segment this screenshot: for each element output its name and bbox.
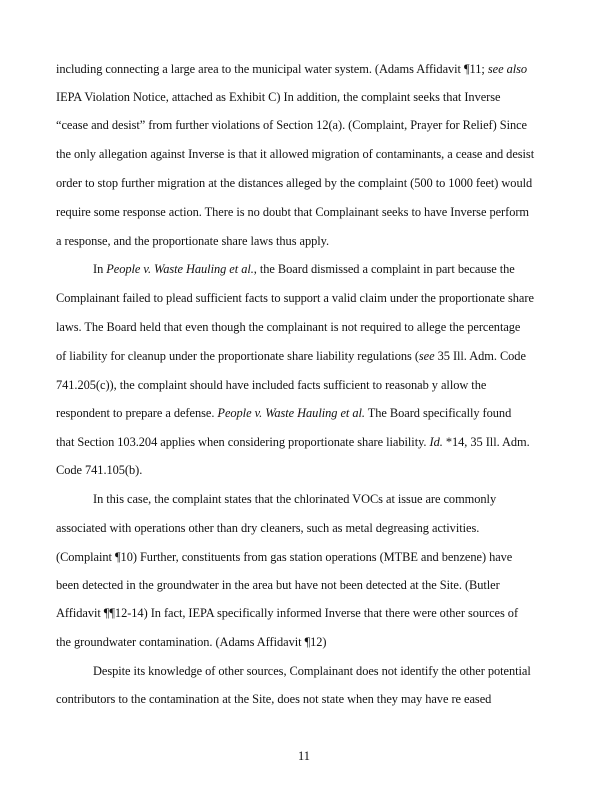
text-line: including connecting a large area to the municipal water system. (Adams Affidavit ¶11; see also [56, 62, 528, 76]
text-line: Despite its knowledge of other sources, Complainant does not identify the other potential [93, 664, 531, 678]
text-line: of liability for cleanup under the proportionate share liability regulations (see 35 Ill. Adm. Code [56, 349, 526, 363]
text-line: Code 741.105(b). [56, 463, 143, 477]
italic-citation: see [418, 349, 435, 363]
italic-citation: see also [487, 62, 528, 76]
text-line: respondent to prepare a defense. People v. Waste Hauling et al. The Board specifically found [56, 406, 512, 420]
text-line: that Section 103.204 applies when considering proportionate share liability. Id. *14, 35 Ill. Adm. [56, 435, 530, 449]
text-line: 741.205(c)), the complaint should have included facts sufficient to reasonab y allow the [56, 378, 487, 392]
text-line: associated with operations other than dry cleaners, such as metal degreasing activities. [56, 521, 480, 535]
text-line: In this case, the complaint states that the chlorinated VOCs at issue are commonly [93, 492, 497, 506]
case-name: People v. Waste Hauling et al. [217, 406, 365, 420]
text-line: laws. The Board held that even though the complainant is not required to allege the percentage [56, 320, 521, 334]
text-line: the only allegation against Inverse is that it allowed migration of contaminants, a cease and desist [56, 147, 535, 161]
text-line: the groundwater contamination. (Adams Affidavit ¶12) [56, 635, 327, 649]
case-name: People v. Waste Hauling et al. [106, 262, 254, 276]
text-line: Affidavit ¶¶12-14) In fact, IEPA specifically informed Inverse that there were other sources of [56, 606, 519, 620]
text-line: Complainant failed to plead sufficient facts to support a valid claim under the proportionate share [56, 291, 534, 305]
text-line: a response, and the proportionate share laws thus apply. [56, 234, 330, 248]
text-line: IEPA Violation Notice, attached as Exhibit C) In addition, the complaint seeks that Inverse [56, 90, 501, 104]
text-line: contributors to the contamination at the Site, does not state when they may have re eased [56, 692, 492, 706]
italic-citation: Id. [429, 435, 443, 449]
text-line: order to stop further migration at the distances alleged by the complaint (500 to 1000 feet) would [56, 176, 533, 190]
text-line: require some response action. There is no doubt that Complainant seeks to have Inverse perform [56, 205, 530, 219]
text-line: “cease and desist” from further violations of Section 12(a). (Complaint, Prayer for Relief) Since [56, 118, 528, 132]
page-number: 11 [298, 749, 310, 763]
text-line: been detected in the groundwater in the area but have not been detected at the Site. (Butler [56, 578, 500, 592]
text-line: (Complaint ¶10) Further, constituents from gas station operations (MTBE and benzene) have [56, 550, 513, 564]
text-line: In People v. Waste Hauling et al., the Board dismissed a complaint in part because the [93, 262, 515, 276]
